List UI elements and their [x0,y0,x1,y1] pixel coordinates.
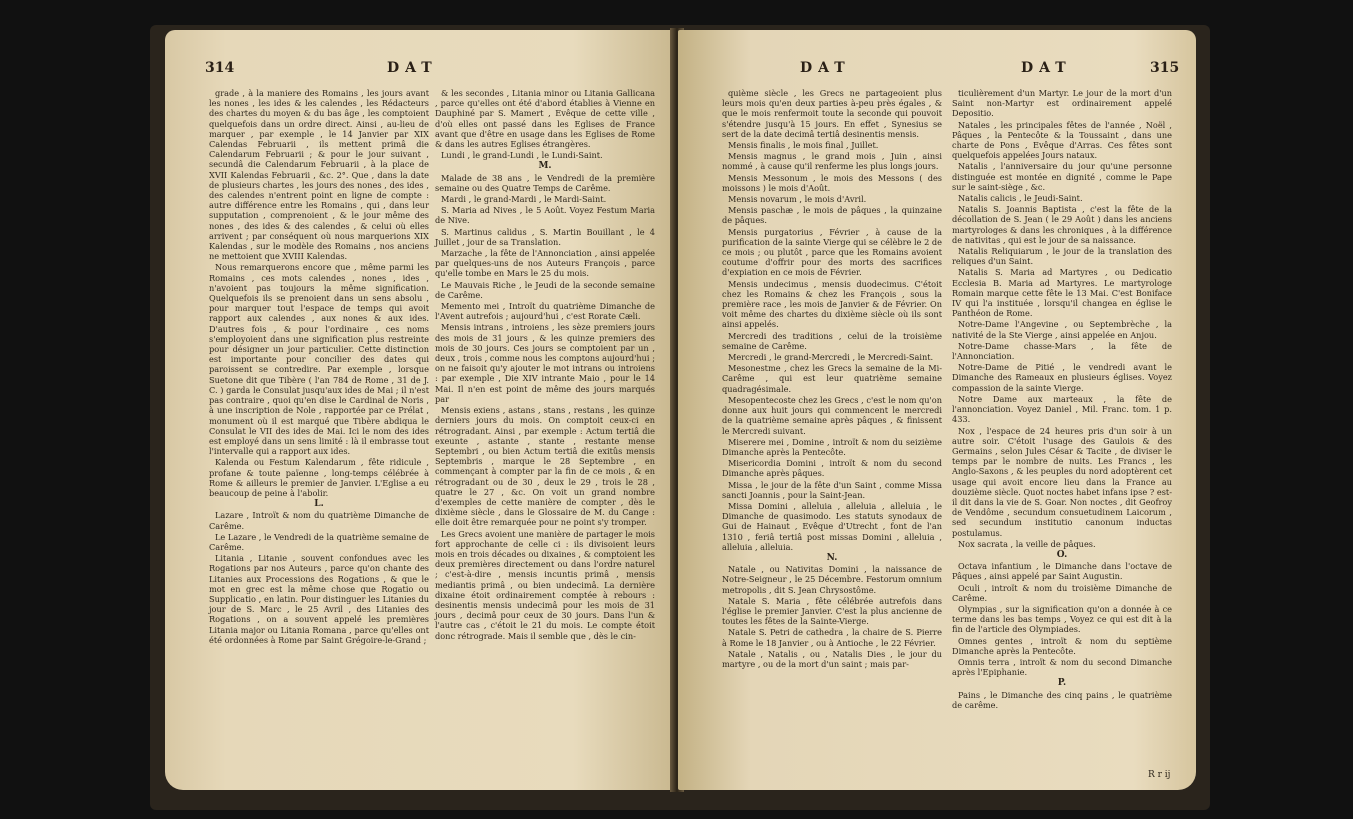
text-paragraph: S. Martinus calidus , S. Martin Bouillant , le 4 Juillet , jour de sa Translation. [435,226,655,247]
text-paragraph: Malade de 38 ans , le Vendredi de la première semaine ou des Quatre Temps de Carême. [435,172,655,193]
text-paragraph: L. [314,499,324,510]
text-paragraph: Marzache , la fête de l'Annonciation , ainsi appelée par quelques-uns de nos Auteurs François , parce qu'elle tombe en Mars le 25 du mois. [435,248,655,279]
text-paragraph: Litania , Litanie , souvent confondues avec les Rogations par nos Auteurs , parce qu'on chante des Litanies aux Processions des Rogations , & que le mot en grec est la même chose que Rogatio ou Supplicatio , en latin. Pour distinguer les Litanies du jour de S. Marc , le 25 Avril , des Litanies des Rogations , on a souvent appelé les premières Litania major ou Litania Romana , parce qu'elles ont été ordonnées à Rome par Saint Grégoire-le-Grand ; [209,553,429,645]
text-paragraph: Mardi , le grand-Mardi , le Mardi-Saint. [441,194,607,205]
text-paragraph: Nox , l'espace de 24 heures pris d'un soir à un autre soir. C'étoit l'usage des Gaulois & des Germains , selon Jules César & Tacite , de diviser le temps par le nombre de nuits. Les Francs , les Anglo-Saxons , & les peuples du nord adoptèrent cet usage qui avoit encore lieu dans la France au douzième siècle. Quot noctes habet infans ipse ? est-il dit dans la vie de S. Goar. Non noctes , dit Geofroy de Vendôme , secundum consuetudinem Laicorum , sed secundum institutio canonum inductas postulamus. [952,425,1172,538]
right-page [678,30,1196,790]
text-paragraph: O. [1056,549,1068,560]
text-paragraph: Lazare , Introït & nom du quatrième Dimanche de Carême. [209,510,429,531]
text-paragraph: Le Mauvais Riche , le Jeudi de la seconde semaine de Carême. [435,279,655,300]
right-column-1 [722,88,942,670]
text-paragraph: Missa , le jour de la fête d'un Saint , comme Missa sancti Joannis , pour la Saint-Jean. [722,479,942,500]
text-paragraph: Omnes gentes , introït & nom du septième Dimanche après la Pentecôte. [952,635,1172,656]
text-paragraph: Mesopentecoste chez les Grecs , c'est le nom qu'on donne aux huit jours qui commencent le mercredi de la quatrième semaine après pâques , & finissent le Mercredi suivant. [722,394,942,436]
text-paragraph: Natale , ou Nativitas Domini , la naissance de Notre-Seigneur , le 25 Décembre. Festorum omnium metropolis , dit S. Jean Chrysostôme. [722,564,942,595]
left-column-2 [435,88,655,642]
right-running-head-right: DAT [1021,60,1072,76]
text-paragraph: Mensis undecimus , mensis duodecimus. C'étoit chez les Romains & chez les François , sous la première race , les mois de Janvier & de Février. On voit même des chartes du dixième siècle où ils sont ainsi appelés. [722,278,942,330]
text-paragraph: Natale , Natalis , ou , Natalis Dies , le jour du martyre , ou de la mort d'un saint ; mais par- [722,648,942,669]
text-paragraph: Pains , le Dimanche des cinq pains , le quatrième de carême. [952,689,1172,710]
text-paragraph: Notre-Dame chasse-Mars , la fête de l'Annonciation. [952,340,1172,362]
text-paragraph: Natalis , l'anniversaire du jour qu'une personne distinguée est montée en dignité , comme le Pape sur le saint-siège , &c. [952,161,1172,192]
text-paragraph: Nous remarquerons encore que , même parmi les Romains , ces mots calendes , nones , ides , n'avoient pas toujours la même signification. Quelquefois ils se prenoient dans un sens absolu , pour marquer tout l'espace de temps qui avoit rapport aux calendes , aux nones & aux ides. D'autres fois , & pour l'ordinaire , ces noms s'employoient dans une signification plus restreinte pour désigner un jour particulier. Cette distinction est importante pour concilier des dates qui paroissent se contredire. Par exemple , lorsque Suetone dit que Tibère ( l'an 784 de Rome , 31 de J. C. ) garda le Consulat jusqu'aux ides de Mai ; il n'est pas contraire , quoi qu'en dise le Cardinal de Noris , à une inscription de Nole , rapportée par ce Prélat , monument où il est marqué que Tibère abdiqua le Consulat le VII des ides de Mai. Ici le nom des ides est employé dans un sens limité : là il embrasse tout l'intervalle qui a rapport aux ides. [209,262,429,457]
text-paragraph: S. Maria ad Nives , le 5 Août. Voyez Festum Maria de Nive. [435,205,655,226]
text-paragraph: Notre Dame aux marteaux , la fête de l'annonciation. Voyez Daniel , Mil. Franc. tom. 1 p. 433. [952,393,1172,425]
text-paragraph: Mensis magnus , le grand mois , Juin , ainsi nommé , à cause qu'il renferme les plus longs jours. [722,151,942,172]
text-paragraph: Natale S. Maria , fête célébrée autrefois dans l'église le premier Janvier. C'est la plus ancienne de toutes les fêtes de la Sainte-Vierge. [722,595,942,627]
text-paragraph: P. [1057,678,1067,689]
text-paragraph: Mensis finalis , le mois final , Juillet. [728,140,879,151]
right-running-head-left: DAT [800,60,851,76]
text-paragraph: Mensis intrans , introiens , les sèze premiers jours des mois de 31 jours , & les quinze premiers des mois de 30 jours. Ces jours se comptoient par un , deux , trois , comme nous les comptons aujourd'hui ; on ne faisoit qu'y ajouter le mot intrans ou introiens : par exemple , Die XIV intrante Maio , pour le 14 Mai. Il n'en est point de même des jours marqués par [435,322,655,404]
text-paragraph: Mesonestme , chez les Grecs la semaine de la Mi-Carême , qui est leur quatrième semaine quadragésimale. [722,363,942,394]
text-paragraph: grade , à la maniere des Romains , les jours avant les nones , les ides & les calendes , les Rédacteurs des chartes du moyen & du bas âge , les comptoient quelquefois dans un ordre direct. Ainsi , au-lieu de marquer , par exemple , le 14 Janvier par XIX Calendas Februarii , ils mettent primâ die Calendarum Februarii ; & pour le jour suivant , secundâ die Calendarum Februarii , à la place de XVII Kalendas Februarii , &c. 2°. Que , dans la date de plusieurs chartes , les jours des nones , des ides , des calendes n'entrent point en ligne de compte : autre différence entre les Romains , qui , dans leur supputation , comprenoient , & le jour même des nones , des ides & des calendes , & celui où elles arrivent ; par conséquent où nous marquerions XIX Kalendas , sur le modèle des Romains , nos anciens ne mettoient que XVIII Kalendas. [209,88,429,262]
text-paragraph: Mensis Messonum , le mois des Messons ( des moissons ) le mois d'Août. [722,172,942,193]
text-paragraph: Natalis S. Joannis Baptista , c'est la fête de la décollation de S. Jean ( le 29 Août ) dans les anciens martyrologes & dans les chroniques , à la différence de nativitas , qui est le jour de sa naissance. [952,204,1172,245]
text-paragraph: Olympias , sur la signification qu'on a donnée à ce terme dans les bas temps , Voyez ce qui est dit à la fin de l'article des Olympiades. [952,603,1172,635]
text-paragraph: Oculi , introït & nom du troisième Dimanche de Carême. [952,582,1172,603]
text-paragraph: quième siècle , les Grecs ne partageoient plus leurs mois qu'en deux parties à-peu près égales , & que le mois renfermoit toute la seconde qui pouvoit s'étendre jusqu'à 15 jours. En effet , Synesius se sert de la date decimâ tertiâ desinentis mensis. [722,88,942,139]
text-paragraph: Mensis exiens , astans , stans , restans , les quinze derniers jours du mois. On comptoit ceux-ci en rétrogradant. Ainsi , par exemple : Actum tertiâ die exeunte , astante , stante , restante mense Septembri , ou bien Actum tertiâ die exitûs mensis Septembris , marque le 28 Septembre , en commençant à compter par la fin de ce mois , & en rétrogradant ou de 30 , deux le 29 , trois le 28 , quatre le 27 , &c. On voit un grand nombre d'exemples de cette manière de compter , dès le dixième siècle , dans le Glossaire de M. du Cange : elle doit être remarquée pour ne point s'y tromper. [435,405,655,528]
text-paragraph: Natales , les principales fêtes de l'année , Noël , Pâques , la Pentecôte & la Toussaint , dans une charte de Pons , Evêque d'Arras. Ces fêtes sont quelquefois appelées Jours nataux. [952,119,1172,161]
text-paragraph: Lundi , le grand-Lundi , le Lundi-Saint. [441,150,603,161]
text-paragraph: Kalenda ou Festum Kalendarum , fête ridicule , profane & toute païenne , long-temps célébrée à Rome & ailleurs le premier de Janvier. L'Eglise a eu beaucoup de peine à l'abolir. [209,457,429,498]
text-paragraph: ticulièrement d'un Martyr. Le jour de la mort d'un Saint non-Martyr est ordinairement appelé Depositio. [952,88,1172,119]
text-paragraph: M. [538,161,552,172]
text-paragraph: Misericordia Domini , introït & nom du second Dimanche après pâques. [722,458,942,479]
left-running-head: DAT [387,60,438,76]
signature-mark: R r ij [1148,770,1171,780]
text-paragraph: Natalis calicis , le Jeudi-Saint. [958,193,1083,204]
right-page-number: 315 [1150,60,1180,76]
text-paragraph: Mensis paschæ , le mois de pâques , la quinzaine de pâques. [722,205,942,226]
text-paragraph: Les Grecs avoient une manière de partager le mois fort approchante de celle ci : ils divisoient leurs mois en trois décades ou dixaines , & comptoient les deux premières directement ou dans l'ordre naturel ; c'est-à-dire , mensis incuntis primâ , mensis mediantis primâ , ou bien undecimâ. La dernière dixaine étoit ordinairement comptée à rebours : desinentis mensis undecimâ pour les mois de 31 jours , decimâ pour ceux de 30 jours. Dans l'un & l'autre cas , c'étoit le 21 du mois. Le compte étoit donc rétrograde. Mais il semble que , dès le cin- [435,528,655,641]
text-paragraph: Mercredi des traditions , celui de la troisième semaine de Carême. [722,330,942,351]
text-paragraph: Memento mei , Introït du quatrième Dimanche de l'Avent autrefois ; aujourd'hui , c'est Rorate Cæli. [435,301,655,322]
text-paragraph: Octava infantium , le Dimanche dans l'octave de Pâques , ainsi appelé par Saint Augustin. [952,561,1172,582]
text-paragraph: Natalis S. Maria ad Martyres , ou Dedicatio Ecclesia B. Maria ad Martyres. Le martyrologe Romain marque cette fête le 13 Mai. C'est Boniface IV qui l'a instituée , lorsqu'il changea en église le Panthéon de Rome. [952,267,1172,319]
text-paragraph: & les secondes , Litania minor ou Litania Gallicana , parce qu'elles ont été d'abord établies à Vienne en Dauphiné par S. Mamert , Evêque de cette ville , d'où elles ont passé dans les Eglises de France avant que d'être en usage dans les Eglises de Rome & dans les autres Eglises étrangères. [435,88,655,150]
text-paragraph: Nox sacrata , la veille de pâques. [958,538,1096,549]
text-paragraph: Mensis purgatorius , Février , à cause de la purification de la sainte Vierge qui se célèbre le 2 de ce mois ; ou plutôt , parce que les Romains avoient coutume d'offrir pour des morts des sacrifices d'expiation en ce mois de Février. [722,226,942,278]
text-paragraph: Notre-Dame de Pitié , le vendredi avant le Dimanche des Rameaux en plusieurs églises. Voyez compassion de la sainte Vierge. [952,362,1172,393]
left-page-number: 314 [205,60,235,76]
text-paragraph: Missa Domini , alleluia , alleluia , alleluia , le Dimanche de quasimodo. Les statuts synodaux de Gui de Hainaut , Evêque d'Utrecht , font de l'an 1310 , feriâ tertiâ post missas Domini , alleluia , alleluia , alleluia. [722,500,942,552]
text-paragraph: Le Lazare , le Vendredi de la quatrième semaine de Carême. [209,531,429,552]
text-paragraph: Mercredi , le grand-Mercredi , le Mercredi-Saint. [728,352,934,363]
right-column-2 [952,88,1172,711]
left-column-1 [209,88,429,646]
text-paragraph: Natale S. Petri de cathedra , la chaire de S. Pierre à Rome le 18 Janvier , ou à Antioche , le 22 Février. [722,627,942,648]
text-paragraph: N. [826,552,838,563]
text-paragraph: Notre-Dame l'Angevine , ou Septembrèche , la nativité de la Ste Vierge , ainsi appelée en Anjou. [952,319,1172,340]
text-paragraph: Omnis terra , introït & nom du second Dimanche après l'Epiphanie. [952,656,1172,678]
left-page [165,30,675,790]
text-paragraph: Natalis Reliquiarum , le jour de la translation des reliques d'un Saint. [952,246,1172,267]
text-paragraph: Miserere mei , Domine , introït & nom du seizième Dimanche après la Pentecôte. [722,436,942,457]
text-paragraph: Mensis novarum , le mois d'Avril. [728,194,867,205]
